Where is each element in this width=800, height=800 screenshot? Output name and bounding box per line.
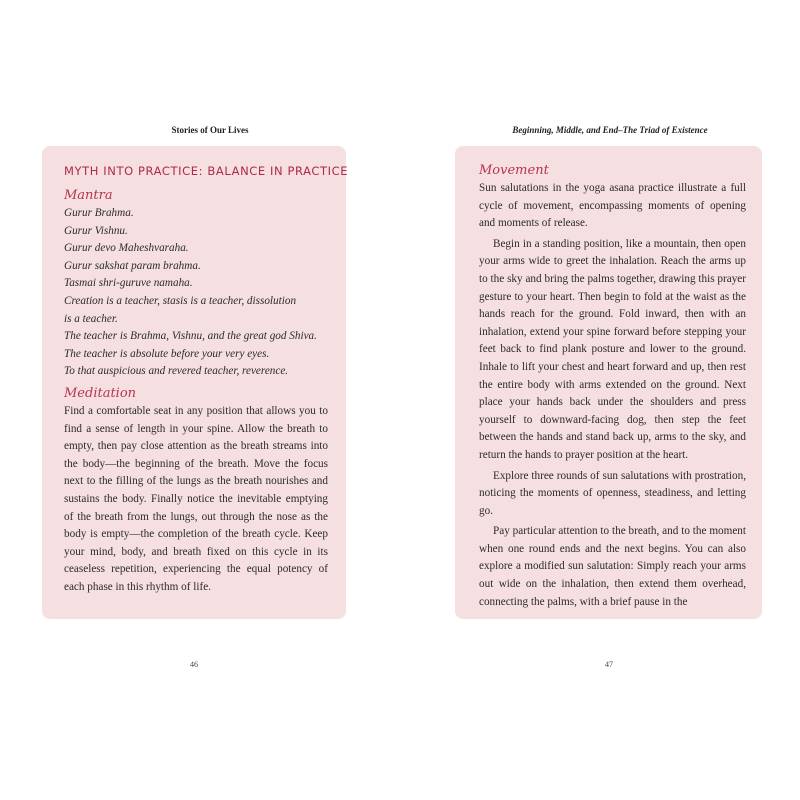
movement-paragraph: Sun salutations in the yoga asana practice illustrate a full cycle of movement, encompassing moments of opening and moments of release. [479,182,746,230]
box-title: MYTH INTO PRACTICE: BALANCE IN PRACTICE [64,164,349,178]
mantra-line: Creation is a teacher, stasis is a teacher, dissolution [64,294,297,307]
meditation-heading: Meditation [64,385,137,401]
page-number-right: 47 [605,660,613,669]
movement-paragraph: Begin in a standing position, like a mountain, then open your arms wide to greet the inhalation. Reach the arms up to the sky and bring the palms together, drawing this prayer gesture to your heart. Then begin to fold at the waist as the hands reach for the ground. Fold inward, then with an inhalation, extend your spine forward before stepping your feet back to find plank posture and lower to the ground. Inhale to lift your chest and heart forward and up, then rest the entire body with arms extended on the ground. Next place your hands back under the shoulders and press yourself to downward-facing dog, then step the feet between the hands and stand back up, arms to the sky, and return the hands to prayer position at the heart. [479,237,746,461]
mantra-line: is a teacher. [64,312,118,325]
mantra-line: Gurur devo Maheshvaraha. [64,242,189,255]
page-number-left: 46 [190,660,198,669]
mantra-line: The teacher is absolute before your very eyes. [64,347,270,360]
mantra-line: Gurur sakshat param brahma. [64,259,201,272]
movement-paragraph: Pay particular attention to the breath, and to the moment when one round ends and the next begins. You can also explore a modified sun salutation: Simply reach your arms out wide on the inhalation, then extend them overhead, connecting the palms, with a brief pause in the [479,525,746,608]
practice-box-right [455,146,762,619]
movement-heading: Movement [479,163,549,178]
mantra-heading: Mantra [64,188,113,203]
running-head-left: Stories of Our Lives [171,125,249,135]
running-head-right: Beginning, Middle, and End–The Triad of Existence [512,125,708,135]
mantra-line: Tasmai shri-guruve namaha. [64,277,193,290]
mantra-line: Gurur Vishnu. [64,224,128,237]
meditation-paragraph: Find a comfortable seat in any position that allows you to find a sense of length in your spine. Allow the breath to empty, then pay close attention as the breath streams into the body—the beginning of the breath. Move the focus next to the filling of the lungs as the breath nourishes and sustains the body. Finally notice the inevitable emptying of the breath from the lungs, out through the nose as the body is empty—the completion of the breath cycle. Keep your mind, body, and breath fixed on this cycle in its ceaseless repetition, experiencing the equal potency of each phase in this rhythm of life. [64,404,328,593]
practice-box-left [42,146,349,619]
mantra-line: Gurur Brahma. [64,207,134,219]
mantra-line: To that auspicious and revered teacher, reverence. [64,365,289,378]
right-page [400,0,800,800]
mantra-line: The teacher is Brahma, Vishnu, and the great god Shiva. [64,330,317,343]
movement-paragraph: Explore three rounds of sun salutations with prostration, noticing the moments of openness, steadiness, and letting go. [479,469,746,517]
